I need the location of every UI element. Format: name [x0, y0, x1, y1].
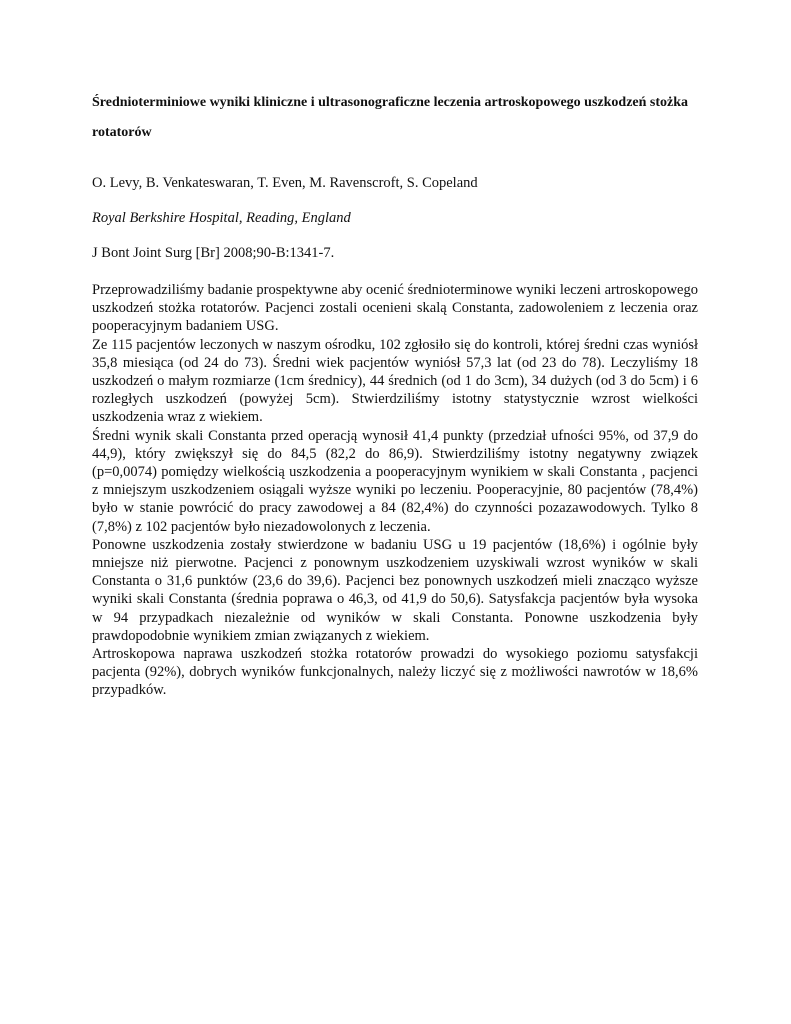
abstract-paragraph-5: Artroskopowa naprawa uszkodzeń stożka rotatorów prowadzi do wysokiego poziomu satysfakcji pacjenta (92%), dobrych wyników funkcjonalnych, należy liczyć się z możliwości nawrotów w 18,6% przypadków.: [92, 646, 698, 699]
abstract-body: [92, 281, 698, 700]
abstract-paragraph-2: Ze 115 pacjentów leczonych w naszym ośrodku, 102 zgłosiło się do kontroli, której średni czas wyniósł 35,8 miesiąca (od 24 do 73). Średni wiek pacjentów wyniósł 57,3 lat (od 23 do 78). Leczyliśmy 18 uszkodzeń o małym rozmiarze (1cm średnicy), 44 średnich (od 1 do 3cm), 34 dużych (od 3 do 5cm) i 6 rozległych uszkodzeń (powyżej 5cm). Stwierdziliśmy istotny statystycznie wzrost wielkości uszkodzenia wraz z wiekiem.: [92, 336, 698, 426]
abstract-paragraph-4: Ponowne uszkodzenia zostały stwierdzone w badaniu USG u 19 pacjentów (18,6%) i ogólnie były mniejsze niż pierwotne. Pacjenci z ponownym uszkodzeniem uzyskiwali wzrost wyników w skali Constanta o 31,6 punktów (23,6 do 39,6). Pacjenci bez ponownych uszkodzeń mieli znacząco wyższe wyniki skali Constanta (średnia poprawa o 46,3, od 41,9 do 50,6). Satysfakcja pacjentów była wysoka w 94 przypadkach niezależnie od wyników w skali Constanta. Ponowne uszkodzenia były prawdopodobnie wynikiem zmian związanych z wiekiem.: [92, 536, 698, 644]
authors: O. Levy, B. Venkateswaran, T. Even, M. Ravenscroft, S. Copeland: [92, 175, 478, 191]
affiliation: Royal Berkshire Hospital, Reading, England: [92, 210, 351, 226]
abstract-paragraph-3: Średni wynik skali Constanta przed operacją wynosił 41,4 punkty (przedział ufności 95%, od 37,9 do 44,9), który zwiększył się do 84,5 (82,2 do 86,9). Stwierdziliśmy istotny negatywny związek (p=0,0074) pomiędzy wielkością uszkodzenia a pooperacyjnym wynikiem w skali Constanta , pacjenci z mniejszym uszkodzeniem osiągali wyższe wyniki po leczeniu. Pooperacyjnie, 80 pacjentów (78,4%) było w stanie powrócić do pracy zawodowej a 84 (82,4%) do czynności pozazawodowych. Tylko 8 (7,8%) z 102 pacjentów było niezadowolonych z leczenia.: [92, 427, 698, 535]
citation: J Bont Joint Surg [Br] 2008;90-B:1341-7.: [92, 245, 335, 261]
document-page: [92, 88, 698, 700]
abstract-paragraph-1: Przeprowadziliśmy badanie prospektywne aby ocenić średnioterminowe wyniki leczeni artroskopowego uszkodzeń stożka rotatorów. Pacjenci zostali ocenieni skalą Constanta, zadowoleniem z leczenia oraz pooperacyjnym badaniem USG.: [92, 282, 698, 335]
document-title: Średnioterminiowe wyniki kliniczne i ultrasonograficzne leczenia artroskopowego uszkodzeń stożka rotatorów: [92, 95, 689, 140]
